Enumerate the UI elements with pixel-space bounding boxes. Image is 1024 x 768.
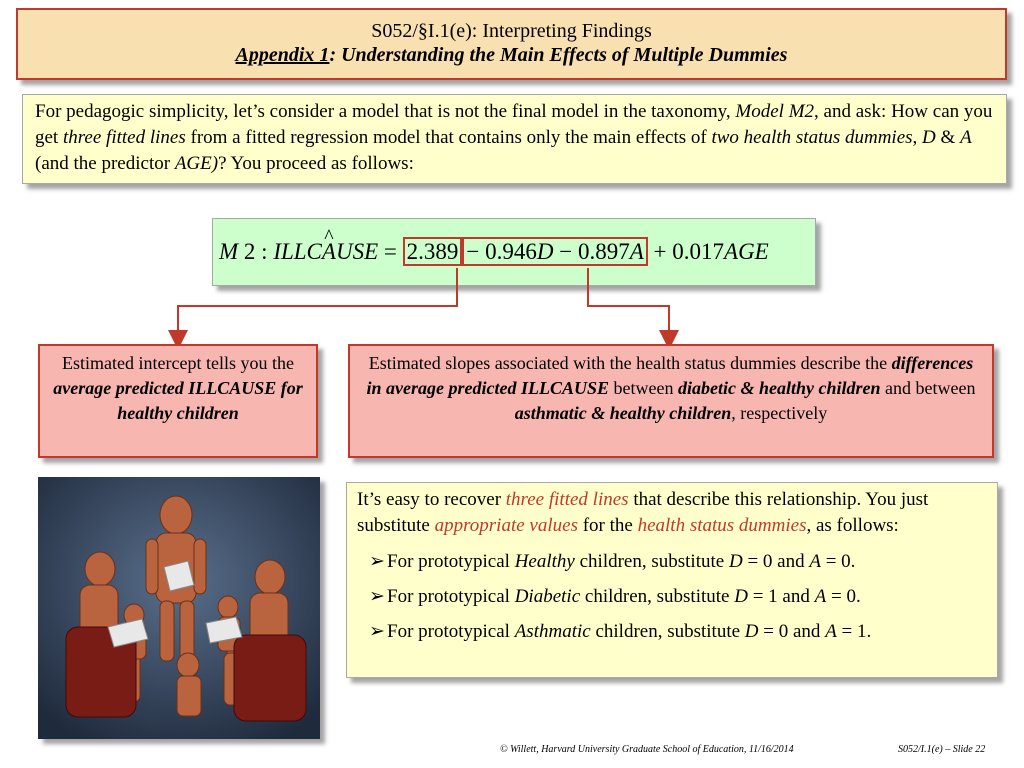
copyright-text: © Willett, Harvard University Graduate School of Education, 11/16/2014 bbox=[500, 744, 794, 755]
intercept-callout: Estimated intercept tells you the average predicted ILLCAUSE for healthy children bbox=[38, 344, 318, 458]
dummy-slopes-highlight: − 0.946D − 0.897A bbox=[462, 237, 647, 266]
intercept-arrow bbox=[178, 268, 457, 340]
list-item: ➢ For prototypical Healthy children, substitute D = 0 and A = 0. bbox=[369, 549, 987, 575]
recover-lines-note bbox=[346, 482, 998, 678]
slide-subtitle: Appendix 1: Understanding the Main Effects of Multiple Dummies bbox=[235, 44, 788, 66]
intercept-highlight: 2.389 bbox=[403, 237, 463, 266]
slide-footer bbox=[500, 744, 1000, 755]
slide-number: S052/I.1(e) – Slide 22 bbox=[898, 744, 986, 755]
dummy-family-illustration bbox=[38, 477, 320, 739]
substitution-list bbox=[357, 549, 987, 645]
intro-note: For pedagogic simplicity, let’s consider a model that is not the final model in the taxonomy, Model M2, and ask: How can you get three fitted lines from a fitted regression model that contains only the main effects of two health status dummies, D & A (and the predictor AGE)? You proceed as follows: bbox=[22, 94, 1007, 184]
outcome-variable: ILLCA ^USE bbox=[273, 239, 378, 264]
slide-title: S052/§I.1(e): Interpreting Findings bbox=[371, 20, 652, 42]
arrow-bullet-icon: ➢ bbox=[369, 551, 385, 572]
slopes-arrow bbox=[588, 268, 669, 340]
recover-intro: It’s easy to recover three fitted lines that describe this relationship. You just substitute appropriate values for the health status dummies, as follows: bbox=[357, 489, 929, 536]
slopes-callout: Estimated slopes associated with the health status dummies describe the differences in average predicted ILLCAUSE between diabetic & healthy children and between asthmatic & healthy children, respectively bbox=[348, 344, 994, 458]
list-item: ➢ For prototypical Asthmatic children, substitute D = 0 and A = 1. bbox=[369, 619, 987, 645]
list-item: ➢ For prototypical Diabetic children, substitute D = 1 and A = 0. bbox=[369, 584, 987, 610]
fitted-equation: M 2 : ILLCA ^USE = 2.389 − 0.946D − 0.897A + 0.017AGE bbox=[219, 238, 769, 266]
arrow-bullet-icon: ➢ bbox=[369, 621, 385, 642]
arrow-bullet-icon: ➢ bbox=[369, 586, 385, 607]
